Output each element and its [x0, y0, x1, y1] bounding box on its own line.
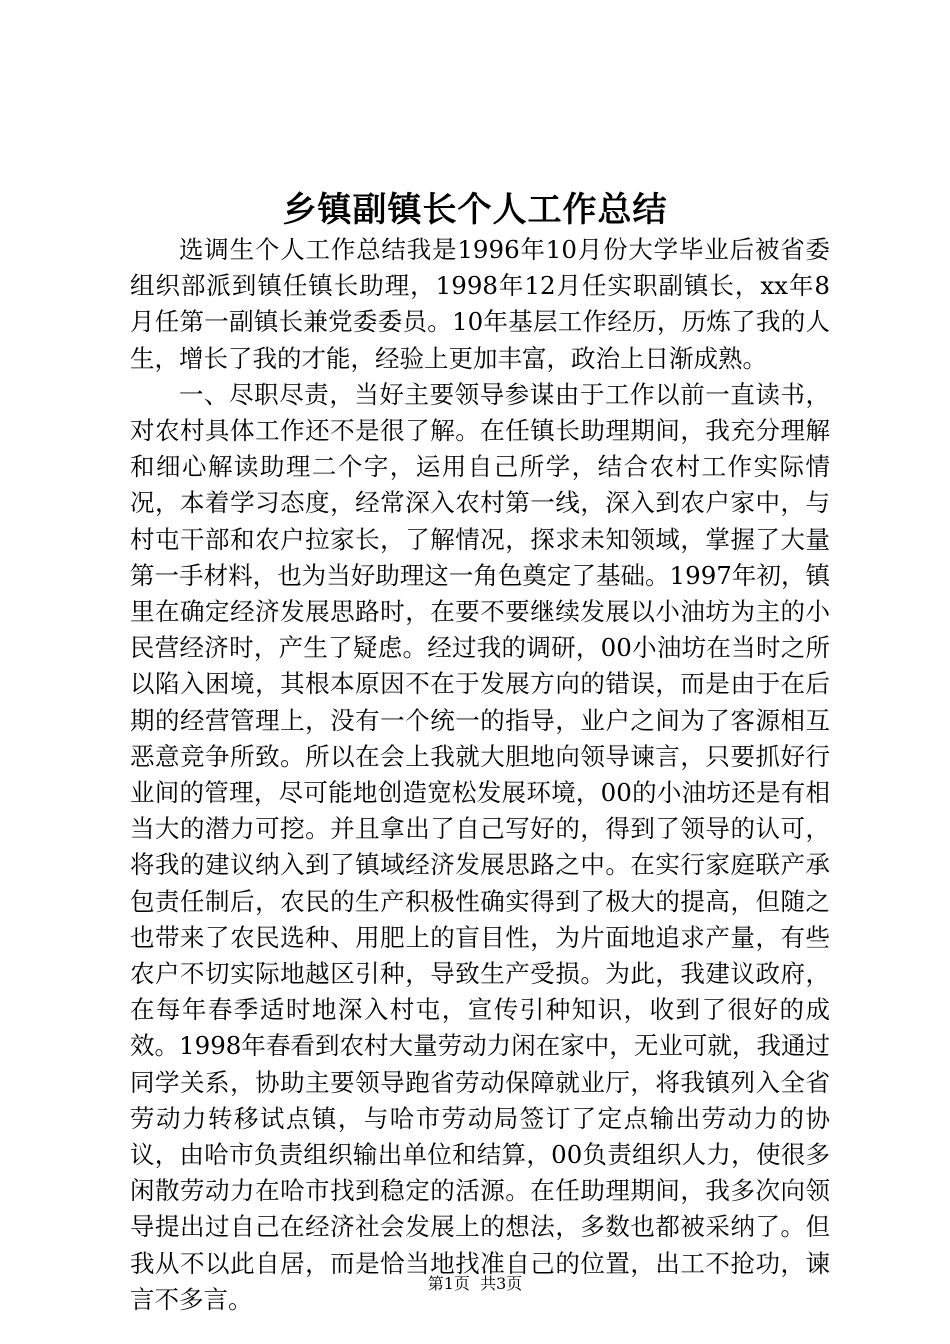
- page-number: 第1页: [427, 1274, 470, 1293]
- document-body: [130, 232, 830, 1318]
- paragraph-section-one: 一、尽职尽责，当好主要领导参谋由于工作以前一直读书，对农村具体工作还不是很了解。在任镇长助理期间，我充分理解和细心解读助理二个字，运用自己所学，结合农村工作实际情况，本着学习态度，经常深入农村第一线，深入到农户家中，与村屯干部和农户拉家长，了解情况，探求未知领域，掌握了大量第一手材料，也为当好助理这一角色奠定了基础。1997年初，镇里在确定经济发展思路时，在要不要继续发展以小油坊为主的小民营经济时，产生了疑虑。经过我的调研，00小油坊在当时之所以陷入困境，其根本原因不在于发展方向的错误，而是由于在后期的经营管理上，没有一个统一的指导，业户之间为了客源相互恶意竞争所致。所以在会上我就大胆地向领导谏言，只要抓好行业间的管理，尽可能地创造宽松发展环境，00的小油坊还是有相当大的潜力可挖。并且拿出了自己写好的，得到了领导的认可，将我的建议纳入到了镇域经济发展思路之中。在实行家庭联产承包责任制后，农民的生产积极性确实得到了极大的提高，但随之也带来了农民选种、用肥上的盲目性，为片面地追求产量，有些农户不切实际地越区引种，导致生产受损。为此，我建议政府，在每年春季适时地深入村屯，宣传引种知识，收到了很好的成效。1998年春看到农村大量劳动力闲在家中，无业可就，我通过同学关系，协助主要领导跑省劳动保障就业厅，将我镇列入全省劳动力转移试点镇，与哈市劳动局签订了定点输出劳动力的协议，由哈市负责组织输出单位和结算，00负责组织人力，使很多闲散劳动力在哈市找到稳定的活源。在任助理期间，我多次向领导提出过自己在经济社会发展上的想法，多数也都被采纳了。但我从不以此自居，而是恰当地找准自己的位置，出工不抢功，谏言不多言。: [130, 379, 830, 1314]
- document-title: 乡镇副镇长个人工作总结: [282, 190, 668, 230]
- page-footer: [0, 1274, 950, 1294]
- paragraph-intro: 选调生个人工作总结我是1996年10月份大学毕业后被省委组织部派到镇任镇长助理，1998年12月任实职副镇长，xx年8月任第一副镇长兼党委委员。10年基层工作经历，历炼了我的人生，增长了我的才能，经验上更加丰富，政治上日渐成熟。: [130, 235, 830, 373]
- page-total: 共3页: [480, 1274, 523, 1293]
